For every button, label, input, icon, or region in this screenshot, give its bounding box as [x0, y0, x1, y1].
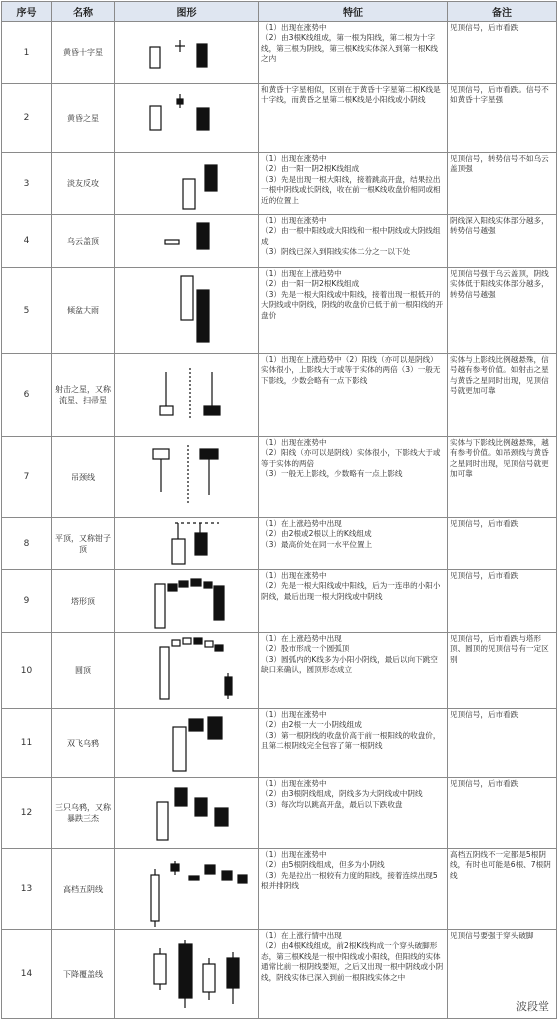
kline-figure [115, 153, 259, 215]
note-text: 见顶信号，后市看跌 [448, 709, 557, 778]
row-number: 8 [2, 518, 52, 570]
row-number: 3 [2, 153, 52, 215]
table-row [2, 215, 557, 268]
note-text: 见顶信号，后市看跌与塔形顶、圆顶的见顶信号有一定区别 [448, 633, 557, 709]
note-text: 见顶信号，后市看跌 [448, 518, 557, 570]
pattern-name: 三只乌鸦，又称暴跌三杰 [52, 778, 115, 849]
row-number: 5 [2, 268, 52, 354]
row-number: 6 [2, 354, 52, 437]
pattern-name: 圆顶 [52, 633, 115, 709]
table-row [2, 153, 557, 215]
header-figure: 图形 [115, 2, 259, 22]
row-number: 11 [2, 709, 52, 778]
row-number: 14 [2, 930, 52, 1019]
table-row [2, 849, 557, 930]
features-text: （1）出现在涨势中 （2）阳线（亦可以是阴线）实体很小，下影线大于或等于实体的两倍 （3）一般无上影线，少数略有一点上影线 [259, 437, 448, 518]
kline-figure [115, 215, 259, 268]
row-number: 13 [2, 849, 52, 930]
features-text: （1）出现在涨势中 （2）由2根一大一小阴线组成 （3）第一根阴线的收盘价高于前一根阳线的收盘价，且第二根阴线完全包容了第一根阴线 [259, 709, 448, 778]
kline-figure [115, 518, 259, 570]
kline-table [1, 1, 557, 1019]
note-text: 实体与下影线比例越悬殊，越有参考价值。如吊颈线与黄昏之星同时出现，见顶信号就更加可靠 [448, 437, 557, 518]
row-number: 9 [2, 570, 52, 633]
note-text: 见顶信号强于乌云盖顶，阴线实体低于阳线实体部分越多，转势信号越强 [448, 268, 557, 354]
row-number: 4 [2, 215, 52, 268]
features-text: （1）在上涨趋势中出现 （2）由2根或2根以上的K线组成 （3）最高价处在同一水平位置上 [259, 518, 448, 570]
kline-figure [115, 930, 259, 1019]
features-text: （1）出现在涨势中 （2）先是一根大阳线或中阳线，后为一连串的小阳小阴线，最后出现一根大阴线或中阴线 [259, 570, 448, 633]
table-row [2, 354, 557, 437]
pattern-name: 倾盆大雨 [52, 268, 115, 354]
kline-figure [115, 354, 259, 437]
kline-figure [115, 84, 259, 153]
header-no: 序号 [2, 2, 52, 22]
features-text: （1）出现在涨势中 （2）由一根中阳线或大阳线和一根中阴线或大阴线组成 （3）阴线已深入到阳线实体二分之一以下处 [259, 215, 448, 268]
features-text: （1）出现在上涨趋势中（2）阳线（亦可以是阴线）实体很小，上影线大于或等于实体的两倍（3）一般无下影线，少数会略有一点下影线 [259, 354, 448, 437]
table-row [2, 633, 557, 709]
kline-figure [115, 268, 259, 354]
table-row [2, 268, 557, 354]
row-number: 2 [2, 84, 52, 153]
kline-figure [115, 633, 259, 709]
features-text: （1）在上涨行情中出现 （2）由4根K线组成，前2根K线构成一个穿头破脚形态，第三根K线是一根中阳线或小阳线，但阳线的实体通常比前一根阴线要短，之后又出现一根中阴线或小阴线，阴线实体已深入到前一根阳线实体之中 [259, 930, 448, 1019]
kline-figure [115, 709, 259, 778]
pattern-name: 双飞乌鸦 [52, 709, 115, 778]
row-number: 7 [2, 437, 52, 518]
header-row [2, 2, 557, 22]
note-text: 见顶信号，转势信号不如乌云盖顶强 [448, 153, 557, 215]
features-text: （1）出现在涨势中 （2）由5根阴线组成，但多为小阴线 （3）先是拉出一根较有力度的阳线，接着连续出现5根并排阴线 [259, 849, 448, 930]
pattern-name: 乌云盖顶 [52, 215, 115, 268]
header-name: 名称 [52, 2, 115, 22]
note-text: 见顶信号，后市看跌 [448, 22, 557, 84]
kline-figure [115, 849, 259, 930]
pattern-name: 黄昏之星 [52, 84, 115, 153]
pattern-name: 黄昏十字星 [52, 22, 115, 84]
kline-figure [115, 22, 259, 84]
features-text: 和黄昏十字星相似，区别在于黄昏十字星第二根K线是十字线，而黄昏之星第二根K线是小阳线或小阴线 [259, 84, 448, 153]
kline-figure [115, 778, 259, 849]
table-row [2, 84, 557, 153]
note-text: 见顶信号，后市看跌 [448, 570, 557, 633]
header-note: 备注 [448, 2, 557, 22]
note-text: 见顶信号要强于穿头破脚 [448, 930, 557, 1019]
kline-figure [115, 570, 259, 633]
header-features: 特征 [259, 2, 448, 22]
pattern-name: 淡友反攻 [52, 153, 115, 215]
pattern-name: 吊颈线 [52, 437, 115, 518]
features-text: （1）在上涨趋势中出现 （2）股市形成一个圆弧顶 （3）圆弧内的K线多为小阳小阴线，最后以向下跳空缺口来确认，圆顶形态成立 [259, 633, 448, 709]
features-text: （1）出现在涨势中 （2）由3根阴线组成，阴线多为大阴线或中阴线 （3）每次均以跳高开盘，最后以下跌收盘 [259, 778, 448, 849]
table-row [2, 518, 557, 570]
note-text: 实体与上影线比例越悬殊，信号越有参考价值。如射击之星与黄昏之星同时出现，见顶信号就更加可靠 [448, 354, 557, 437]
features-text: （1）出现在涨势中 （2）由一阳一阴2根K线组成 （3）先是出现一根大阳线，接着跳高开盘，结果拉出一根中阴线或长阴线，收在前一根K线收盘价相同或相近的位置上 [259, 153, 448, 215]
note-text: 见顶信号，后市看跌 [448, 778, 557, 849]
pattern-name: 下降覆盖线 [52, 930, 115, 1019]
features-text: （1）出现在涨势中 （2）由3根K线组成，第一根为阳线，第二根为十字线，第三根为阴线，第三根K线实体深入到第一根K线之内 [259, 22, 448, 84]
row-number: 12 [2, 778, 52, 849]
note-text: 高档五阴线不一定都是5根阴线，有时也可能是6根、7根阴线 [448, 849, 557, 930]
table-row [2, 709, 557, 778]
pattern-name: 射击之星，又称流星、扫帚星 [52, 354, 115, 437]
note-text: 阴线深入阳线实体部分越多，转势信号越强 [448, 215, 557, 268]
row-number: 1 [2, 22, 52, 84]
table-row [2, 437, 557, 518]
pattern-name: 平顶，又称钳子顶 [52, 518, 115, 570]
pattern-name: 高档五阴线 [52, 849, 115, 930]
watermark-text: 波段堂 [516, 1000, 549, 1013]
table-row [2, 570, 557, 633]
row-number: 10 [2, 633, 52, 709]
table-row [2, 778, 557, 849]
note-text: 见顶信号，后市看跌。信号不如黄昏十字星强 [448, 84, 557, 153]
pattern-name: 塔形顶 [52, 570, 115, 633]
features-text: （1）出现在上涨趋势中 （2）由一阳一阴2根K线组成 （3）先是一根大阳线或中阳线，接着出现一根低开的大阴线或中阴线，阴线的收盘价已低于前一根阳线的开盘价 [259, 268, 448, 354]
kline-figure [115, 437, 259, 518]
table-row [2, 930, 557, 1019]
table-row [2, 22, 557, 84]
